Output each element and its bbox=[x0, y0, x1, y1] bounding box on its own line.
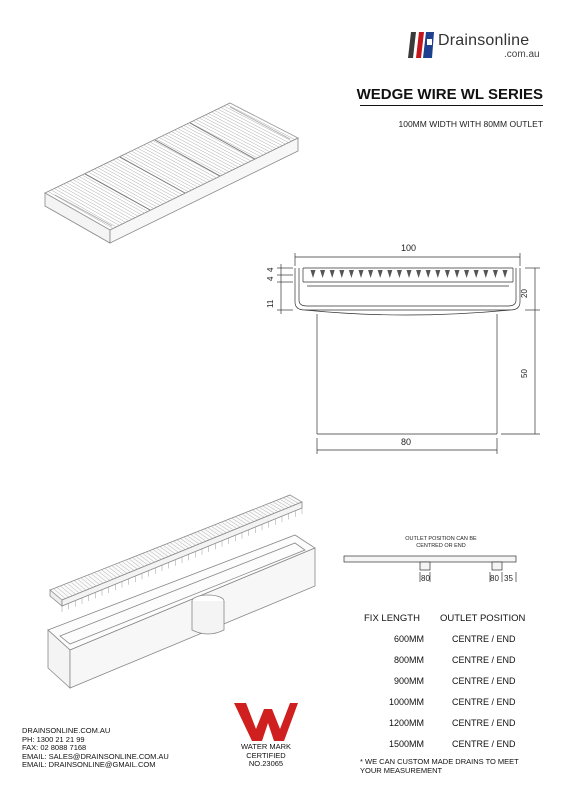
table-row bbox=[360, 634, 540, 648]
dim-right-top: 20 bbox=[520, 289, 529, 298]
contact-website: DRAINSONLINE.COM.AU bbox=[22, 726, 111, 735]
table-row bbox=[360, 676, 540, 690]
watermark-w-icon bbox=[234, 703, 298, 741]
grate-isometric-drawing bbox=[40, 98, 300, 248]
table-header bbox=[360, 613, 540, 627]
row-position: CENTRE / END bbox=[452, 697, 516, 707]
row-length: 1200MM bbox=[388, 718, 424, 728]
header-outlet-position: OUTLET POSITION bbox=[440, 613, 526, 624]
row-length: 800MM bbox=[393, 655, 424, 665]
dim-top-width: 100 bbox=[401, 243, 417, 253]
page-title: WEDGE WIRE WL SERIES bbox=[356, 86, 543, 103]
outlet-dim-centre: 80 bbox=[421, 574, 430, 583]
exploded-view-drawing bbox=[40, 490, 330, 690]
row-position: CENTRE / END bbox=[452, 634, 516, 644]
dim-left-small-b: 4 bbox=[266, 276, 275, 281]
outlet-note bbox=[386, 536, 496, 549]
outlet-position-diagram bbox=[344, 550, 534, 590]
outlet-note-line-1: OUTLET POSITION CAN BE bbox=[405, 536, 477, 542]
row-length: 1500MM bbox=[388, 739, 424, 749]
watermark-line-2: CERTIFIED bbox=[246, 750, 286, 760]
watermark-line-3: NO.23065 bbox=[248, 759, 284, 769]
watermark-line-1: WATER MARK bbox=[241, 742, 291, 751]
brand-logo bbox=[408, 28, 548, 64]
dim-bottom-width: 80 bbox=[401, 437, 412, 447]
row-position: CENTRE / END bbox=[452, 718, 516, 728]
outlet-note-line-2: CENTRED OR END bbox=[416, 542, 466, 549]
contact-email-gmail: EMAIL: DRAINSONLINE@GMAIL.COM bbox=[22, 760, 156, 770]
row-length: 1000MM bbox=[388, 697, 424, 707]
outlet-dim-end: 80 bbox=[490, 574, 499, 583]
custom-note-line-1: * WE CAN CUSTOM MADE DRAINS TO MEET bbox=[360, 757, 519, 766]
title-underline bbox=[360, 105, 543, 106]
contact-phone: PH: 1300 21 21 99 bbox=[22, 734, 85, 744]
outlet-dim-offset: 35 bbox=[504, 574, 513, 583]
watermark-text bbox=[226, 743, 306, 769]
table-row bbox=[360, 739, 540, 753]
contact-fax: FAX: 02 8088 7168 bbox=[22, 743, 87, 753]
row-length: 600MM bbox=[393, 634, 424, 644]
dim-left-height: 11 bbox=[266, 299, 275, 308]
row-position: CENTRE / END bbox=[452, 655, 516, 665]
dim-right-body: 50 bbox=[520, 369, 529, 378]
table-row bbox=[360, 718, 540, 732]
row-position: CENTRE / END bbox=[452, 676, 516, 686]
row-position: CENTRE / END bbox=[452, 739, 516, 749]
custom-note bbox=[360, 757, 550, 775]
table-row bbox=[360, 655, 540, 669]
dim-left-small-a: 4 bbox=[266, 267, 275, 272]
drainsonline-logo-icon bbox=[408, 30, 436, 60]
brand-name: Drainsonline bbox=[438, 32, 530, 49]
custom-note-line-2: YOUR MEASUREMENT bbox=[360, 766, 443, 775]
page-subtitle: 100MM WIDTH WITH 80MM OUTLET bbox=[398, 119, 543, 129]
row-length: 900MM bbox=[393, 676, 424, 686]
contact-block bbox=[22, 727, 169, 770]
header-fix-length: FIX LENGTH bbox=[364, 613, 420, 624]
brand-domain: .com.au bbox=[504, 49, 540, 60]
channel-section-drawing bbox=[265, 238, 550, 458]
table-row bbox=[360, 697, 540, 711]
contact-email-sales: EMAIL: SALES@DRAINSONLINE.COM.AU bbox=[22, 751, 169, 761]
